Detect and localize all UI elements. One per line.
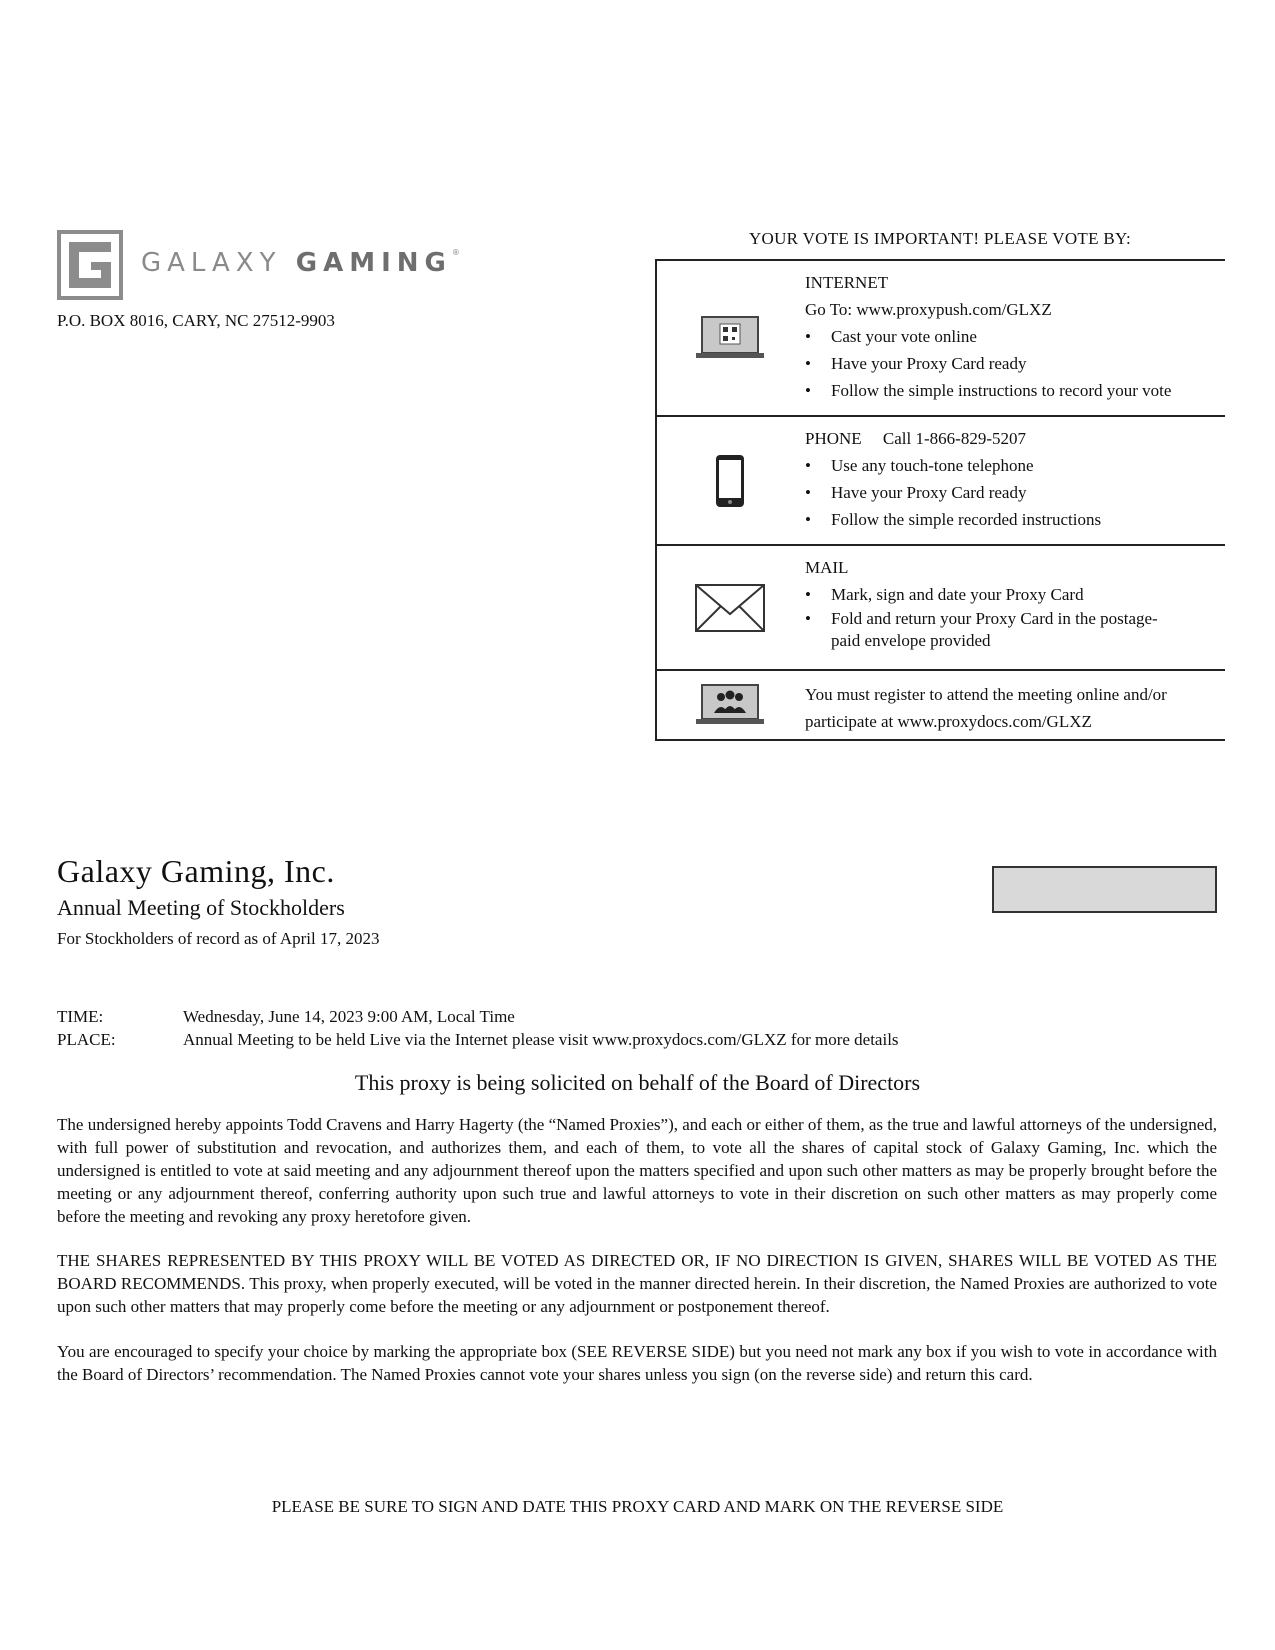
attend-line1: You must register to attend the meeting online and/or: [805, 685, 1167, 704]
instructions-paragraph: You are encouraged to specify your choice by marking the appropriate box (SEE REVERSE SIDE) but you need not mark any box if you wish to vote in accordance with the Board of Directors’ recommendation. The Named Proxies cannot vote your shares unless you sign (on the reverse side) and return this card.: [57, 1342, 1217, 1384]
vote-mail-row: [655, 546, 1225, 671]
control-number-box: [992, 866, 1217, 913]
phone-number[interactable]: Call 1-866-829-5207: [882, 429, 1026, 448]
internet-bullet: • Cast your vote online: [805, 323, 1219, 350]
laptop-people-icon: [696, 683, 764, 727]
place-row: [57, 1028, 899, 1051]
company-name: Galaxy Gaming, Inc.: [57, 853, 335, 889]
attend-meeting-row: [655, 671, 1225, 741]
vote-methods-box: [655, 259, 1225, 741]
phone-title: PHONE: [805, 429, 862, 448]
vote-internet-row: [655, 261, 1225, 417]
phone-bullet: • Use any touch-tone telephone: [805, 452, 1219, 479]
attend-line2[interactable]: participate at www.proxydocs.com/GLXZ: [805, 712, 1092, 731]
logo-text-light: GALAXY: [141, 248, 282, 278]
phone-bullet: • Follow the simple recorded instructions: [805, 506, 1219, 533]
vote-header: YOUR VOTE IS IMPORTANT! PLEASE VOTE BY:: [748, 229, 1132, 248]
place-label: PLACE:: [57, 1030, 116, 1049]
time-label: TIME:: [57, 1007, 104, 1026]
internet-url[interactable]: Go To: www.proxypush.com/GLXZ: [805, 300, 1052, 319]
meeting-details: [57, 1005, 899, 1051]
logo-registered-mark: ®: [451, 248, 460, 257]
return-address: P.O. BOX 8016, CARY, NC 27512-9903: [57, 311, 335, 330]
voting-direction-paragraph: THE SHARES REPRESENTED BY THIS PROXY WILL BE VOTED AS DIRECTED OR, IF NO DIRECTION IS GIVEN, SHARES WILL BE VOTED AS THE BOARD RECOMMENDS. This proxy, when properly executed, will be voted in the manner directed herein. In their discretion, the Named Proxies are authorized to vote upon such other matters that may properly come before the meeting or any adjournment or postponement thereof.: [57, 1251, 1217, 1316]
time-value: Wednesday, June 14, 2023 9:00 AM, Local Time: [183, 1007, 515, 1026]
mail-bullet-line1: Fold and return your Proxy Card in the postage-: [831, 609, 1158, 628]
company-logo: [57, 230, 477, 300]
record-date: For Stockholders of record as of April 17, 2023: [57, 929, 380, 948]
mail-title: MAIL: [805, 558, 849, 577]
smartphone-icon: [715, 454, 745, 508]
meeting-title: Annual Meeting of Stockholders: [57, 895, 345, 920]
internet-bullet: • Follow the simple instructions to record your vote: [805, 377, 1219, 404]
logo-wordmark: [141, 248, 460, 278]
footer-notice: PLEASE BE SURE TO SIGN AND DATE THIS PROXY CARD AND MARK ON THE REVERSE SIDE: [271, 1497, 1004, 1516]
vote-phone-row: [655, 417, 1225, 546]
internet-bullet: • Have your Proxy Card ready: [805, 350, 1219, 377]
mail-bullet: • Mark, sign and date your Proxy Card: [805, 581, 1219, 608]
envelope-icon: [695, 584, 765, 632]
phone-bullet: • Have your Proxy Card ready: [805, 479, 1219, 506]
galaxy-gaming-logo-icon: [57, 230, 123, 300]
logo-text-bold: GAMING: [295, 248, 452, 278]
appointment-paragraph: The undersigned hereby appoints Todd Cravens and Harry Hagerty (the “Named Proxies”), and each or either of them, as the true and lawful attorneys of the undersigned, with full power of substitution and revocation, and authorizes them, and each of them, to vote all the shares of capital stock of Galaxy Gaming, Inc. which the undersigned is entitled to vote at said meeting and any adjournment thereof upon the matters specified and upon such other matters as may be properly brought before the meeting or any adjournment thereof, conferring authority upon such true and lawful attorneys to vote in their discretion on such other matters as may properly come before the meeting and revoking any proxy heretofore given.: [57, 1115, 1217, 1226]
time-row: [57, 1005, 899, 1028]
place-value: Annual Meeting to be held Live via the Internet please visit www.proxydocs.com/GLXZ for more details: [183, 1030, 899, 1049]
internet-title: INTERNET: [805, 273, 889, 292]
solicitation-heading: This proxy is being solicited on behalf of the Board of Directors: [354, 1070, 921, 1095]
mail-bullet-line2: paid envelope provided: [831, 631, 991, 650]
laptop-qr-icon: [696, 315, 764, 361]
mail-bullet: [805, 608, 1219, 652]
